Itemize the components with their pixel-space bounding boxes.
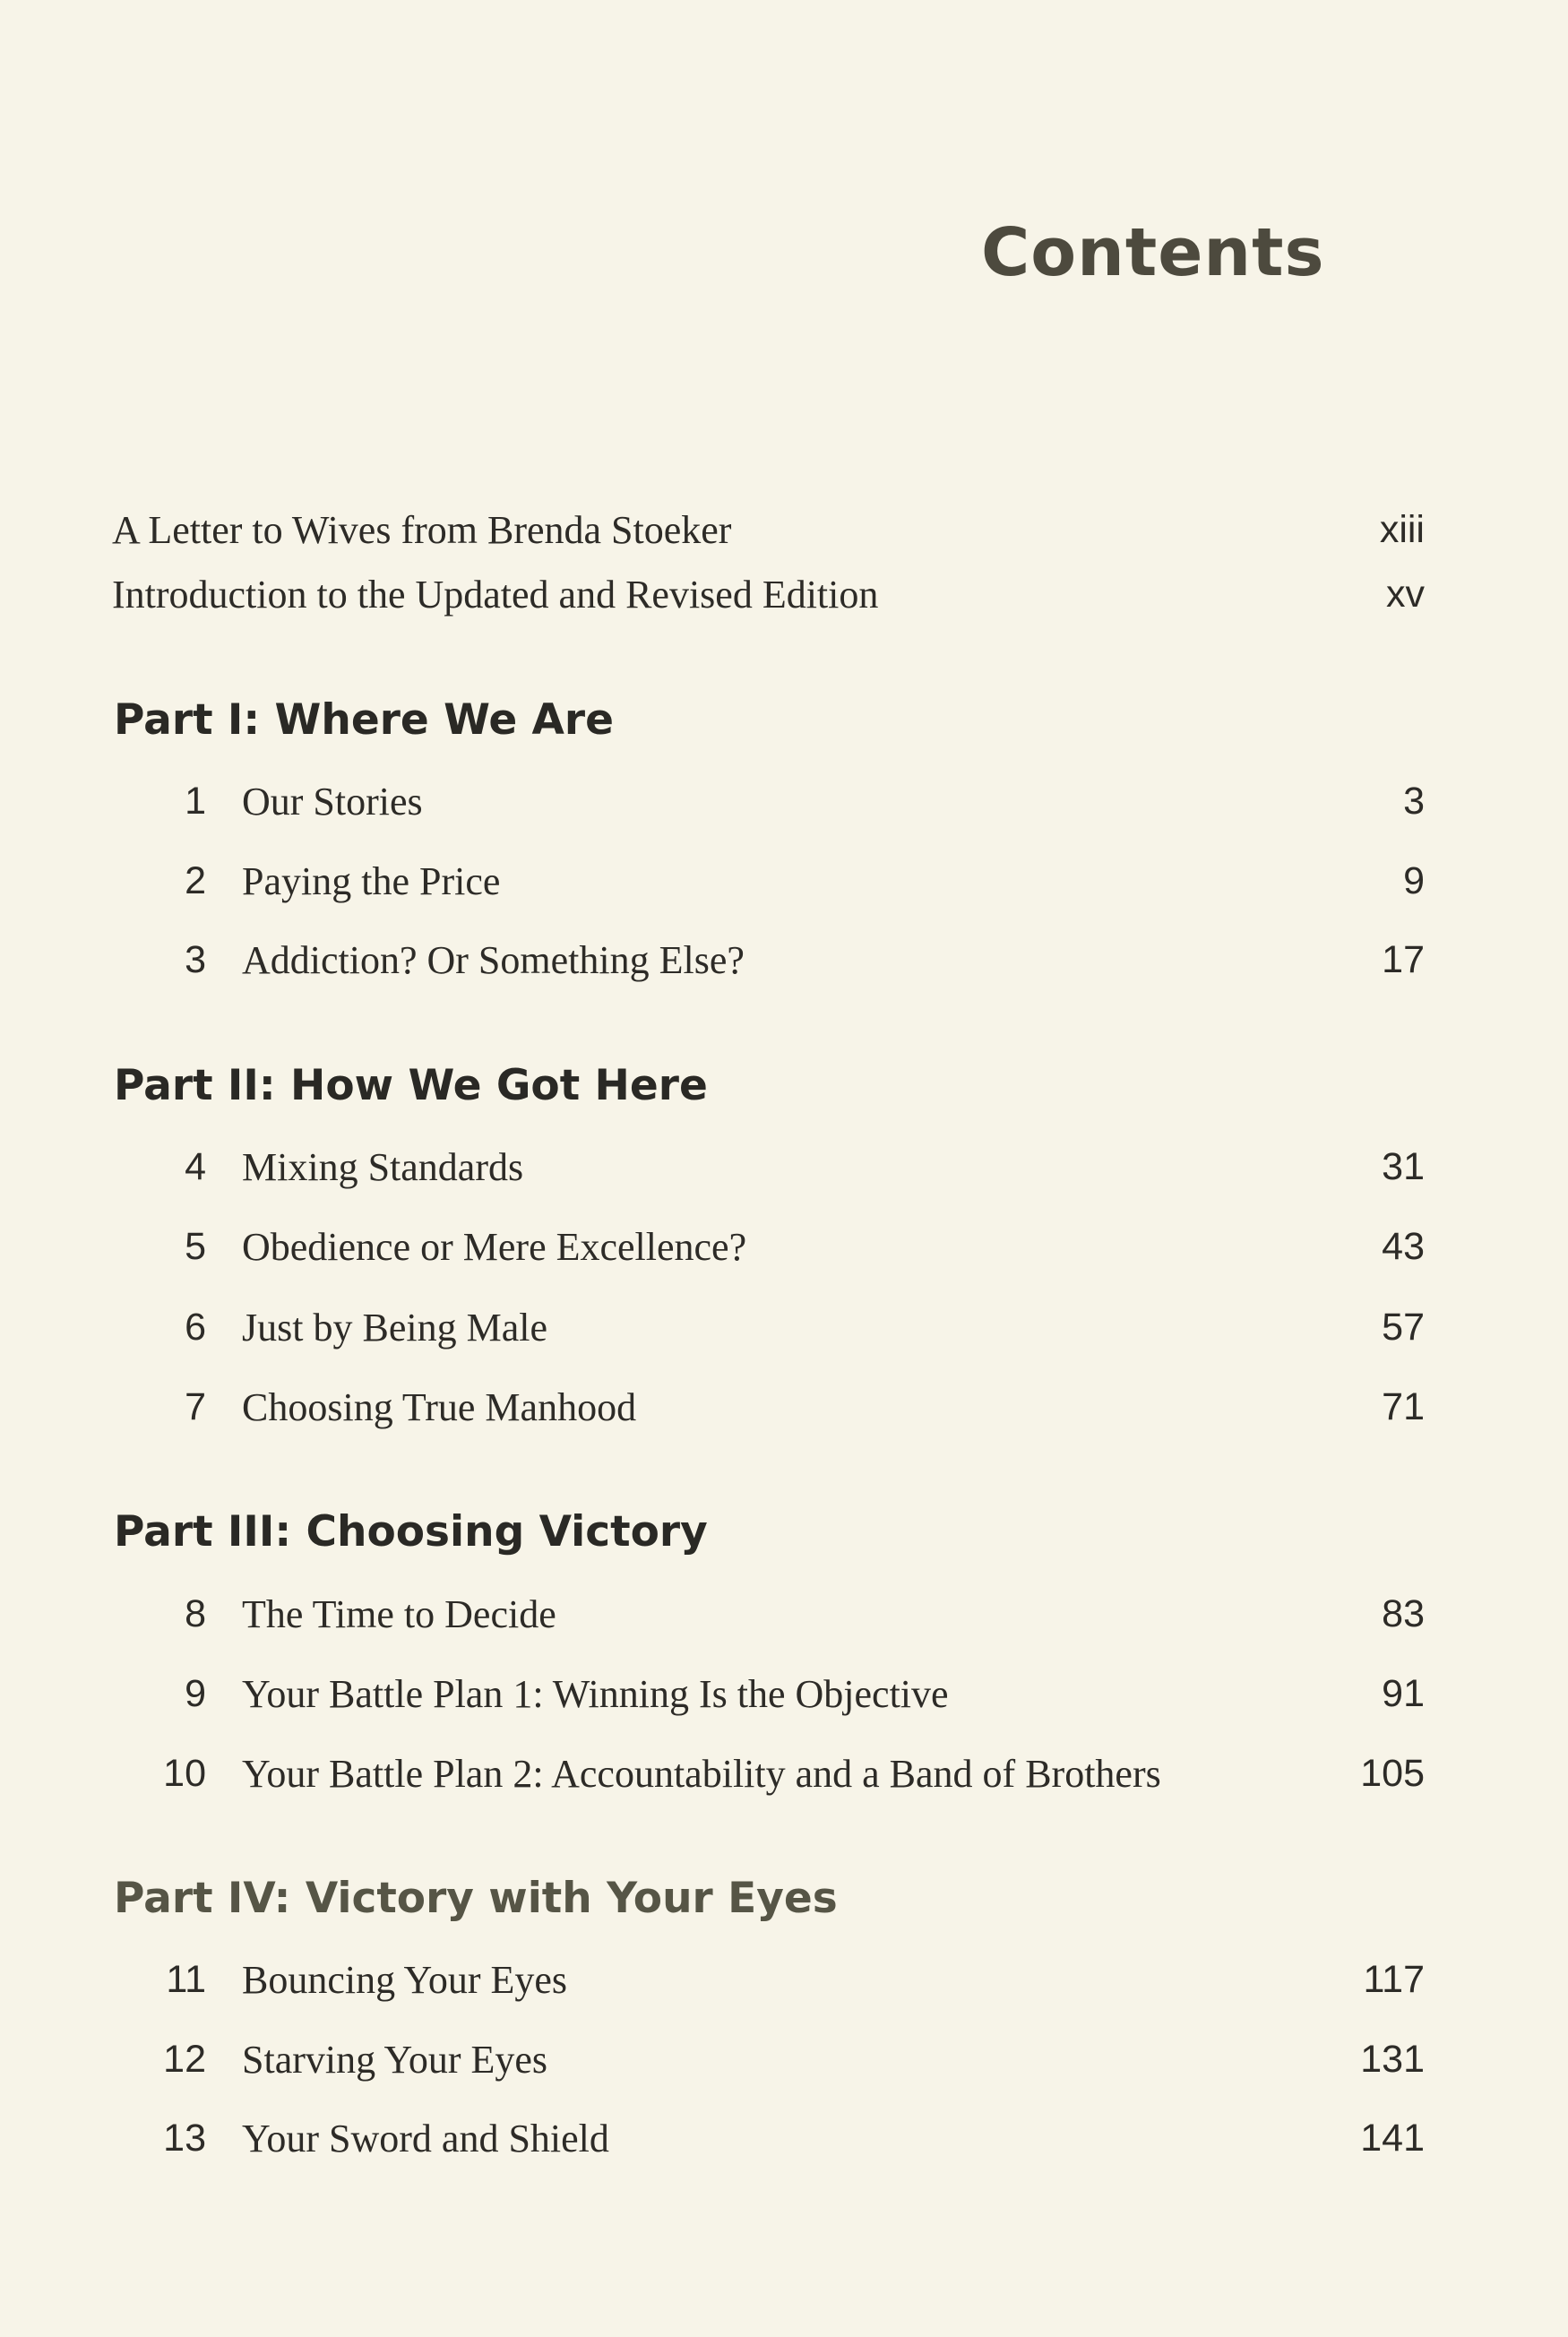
part-heading-3: Part III: Choosing Victory	[114, 1507, 708, 1557]
toc-entry-title: A Letter to Wives from Brenda Stoeker	[112, 508, 732, 552]
chapter-title: Choosing True Manhood	[242, 1385, 637, 1429]
chapter-title: Our Stories	[242, 780, 423, 824]
chapter-title: The Time to Decide	[242, 1592, 556, 1636]
chapter-number: 6	[185, 1306, 206, 1349]
toc-chapter-12[interactable]	[0, 2040, 1568, 2094]
chapter-number: 5	[185, 1225, 206, 1268]
chapter-number: 7	[185, 1385, 206, 1428]
chapter-page: 71	[1382, 1385, 1425, 1428]
chapter-page: 91	[1382, 1672, 1425, 1715]
chapter-number: 13	[163, 2117, 206, 2160]
toc-entry-title: Introduction to the Updated and Revised Edition	[112, 573, 879, 617]
part-heading-4: Part IV: Victory with Your Eyes	[114, 1874, 838, 1923]
toc-chapter-5[interactable]	[0, 1225, 1568, 1281]
toc-chapter-13[interactable]	[0, 2119, 1568, 2173]
chapter-page: 83	[1382, 1592, 1425, 1635]
chapter-title: Just by Being Male	[242, 1306, 547, 1350]
toc-chapter-1[interactable]	[0, 782, 1568, 836]
chapter-page: 31	[1382, 1145, 1425, 1188]
chapter-page: 141	[1360, 2117, 1425, 2160]
toc-entry-introduction[interactable]	[0, 575, 1568, 629]
toc-chapter-7[interactable]	[0, 1385, 1568, 1442]
chapter-title: Your Sword and Shield	[242, 2117, 609, 2160]
chapter-number: 4	[185, 1145, 206, 1188]
chapter-title: Paying the Price	[242, 859, 501, 903]
chapter-page: 57	[1382, 1306, 1425, 1349]
chapter-page: 9	[1403, 859, 1425, 902]
toc-entry-letter[interactable]	[0, 508, 1568, 565]
part-heading-1: Part I: Where We Are	[114, 695, 614, 745]
chapter-number: 9	[185, 1672, 206, 1715]
chapter-number: 3	[185, 938, 206, 981]
part-heading-2: Part II: How We Got Here	[114, 1061, 708, 1110]
chapter-title: Mixing Standards	[242, 1145, 524, 1189]
toc-chapter-11[interactable]	[0, 1958, 1568, 2014]
chapter-number: 10	[163, 1752, 206, 1795]
chapter-title: Your Battle Plan 1: Winning Is the Objective	[242, 1672, 949, 1716]
chapter-page: 117	[1363, 1958, 1425, 2001]
chapter-title: Obedience or Mere Excellence?	[242, 1225, 747, 1269]
toc-chapter-8[interactable]	[0, 1592, 1568, 1649]
chapter-number: 8	[185, 1592, 206, 1635]
chapter-page: 3	[1403, 780, 1425, 823]
chapter-title: Addiction? Or Something Else?	[242, 938, 745, 982]
chapter-page: 105	[1360, 1752, 1425, 1795]
chapter-title: Your Battle Plan 2: Accountability and a Band of Brothers	[242, 1752, 1161, 1796]
toc-chapter-9[interactable]	[0, 1672, 1568, 1729]
chapter-title: Starving Your Eyes	[242, 2038, 548, 2082]
chapter-page: 43	[1382, 1225, 1425, 1268]
toc-chapter-3[interactable]	[0, 938, 1568, 995]
chapter-number: 2	[185, 859, 206, 902]
toc-chapter-10[interactable]	[0, 1752, 1568, 1808]
toc-entry-page: xv	[1386, 573, 1425, 616]
chapter-title: Bouncing Your Eyes	[242, 1958, 568, 2002]
toc-chapter-2[interactable]	[0, 859, 1568, 916]
chapter-number: 11	[166, 1958, 206, 2001]
page-title: Contents	[981, 214, 1325, 291]
toc-entry-page: xiii	[1379, 508, 1425, 551]
chapter-page: 17	[1382, 938, 1425, 981]
toc-chapter-4[interactable]	[0, 1145, 1568, 1202]
chapter-number: 12	[163, 2038, 206, 2081]
toc-chapter-6[interactable]	[0, 1308, 1568, 1362]
chapter-page: 131	[1360, 2038, 1425, 2081]
chapter-number: 1	[185, 780, 206, 823]
